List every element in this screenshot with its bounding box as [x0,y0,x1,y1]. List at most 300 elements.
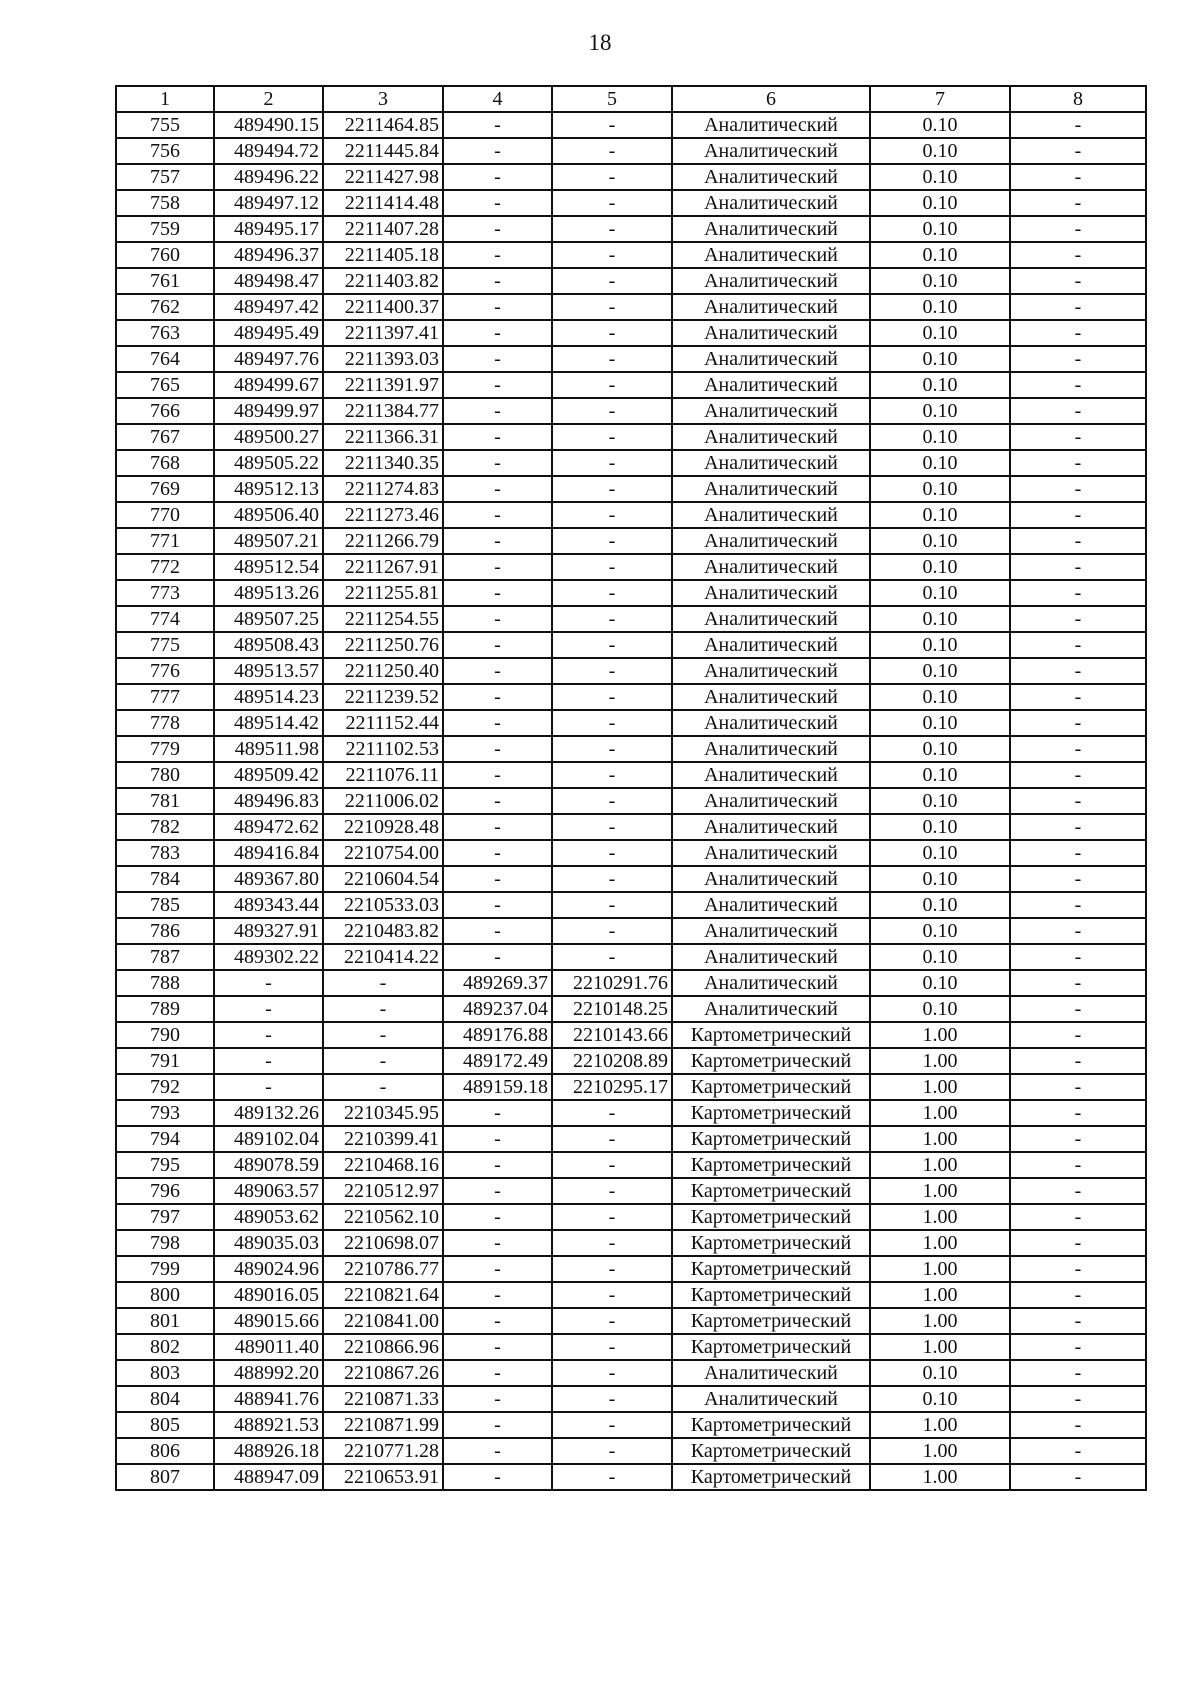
cell-y-coordinate-new: - [552,112,672,138]
cell-point-number: 789 [116,996,214,1022]
cell-x-coordinate: 489416.84 [214,840,323,866]
table-row [116,450,1146,476]
cell-y-coordinate-new: - [552,1282,672,1308]
cell-point-number: 757 [116,164,214,190]
cell-method: Аналитический [672,762,870,788]
cell-y-coordinate: 2210867.26 [323,1360,443,1386]
cell-accuracy: 0.10 [870,424,1010,450]
cell-x-coordinate: 489497.12 [214,190,323,216]
cell-accuracy: 0.10 [870,866,1010,892]
cell-y-coordinate: 2211393.03 [323,346,443,372]
cell-y-coordinate-new: - [552,684,672,710]
cell-method: Аналитический [672,632,870,658]
cell-accuracy: 0.10 [870,1360,1010,1386]
table-row [116,1178,1146,1204]
cell-y-coordinate-new: - [552,580,672,606]
cell-x-coordinate: 489500.27 [214,424,323,450]
column-header: 4 [443,86,552,112]
cell-y-coordinate-new: - [552,658,672,684]
cell-point-number: 805 [116,1412,214,1438]
cell-x-coordinate-new: - [443,1282,552,1308]
cell-x-coordinate-new: - [443,1438,552,1464]
table-row [116,918,1146,944]
cell-point-number: 785 [116,892,214,918]
cell-method: Аналитический [672,866,870,892]
cell-note: - [1010,814,1146,840]
cell-x-coordinate: 489494.72 [214,138,323,164]
cell-y-coordinate: 2211366.31 [323,424,443,450]
cell-y-coordinate-new: - [552,242,672,268]
cell-x-coordinate: 489507.21 [214,528,323,554]
cell-x-coordinate: 489514.23 [214,684,323,710]
cell-accuracy: 0.10 [870,788,1010,814]
cell-point-number: 774 [116,606,214,632]
cell-note: - [1010,450,1146,476]
cell-y-coordinate: 2210786.77 [323,1256,443,1282]
cell-x-coordinate-new: - [443,424,552,450]
cell-x-coordinate: 488947.09 [214,1464,323,1490]
cell-y-coordinate: 2211407.28 [323,216,443,242]
cell-accuracy: 0.10 [870,112,1010,138]
cell-method: Аналитический [672,1360,870,1386]
table-row [116,1074,1146,1100]
cell-accuracy: 1.00 [870,1464,1010,1490]
cell-y-coordinate: 2211076.11 [323,762,443,788]
cell-x-coordinate-new: - [443,190,552,216]
cell-method: Аналитический [672,112,870,138]
cell-note: - [1010,320,1146,346]
cell-note: - [1010,1282,1146,1308]
cell-point-number: 786 [116,918,214,944]
cell-note: - [1010,788,1146,814]
cell-x-coordinate: 489035.03 [214,1230,323,1256]
cell-method: Картометрический [672,1308,870,1334]
cell-y-coordinate: 2211267.91 [323,554,443,580]
cell-x-coordinate-new: - [443,1334,552,1360]
cell-y-coordinate: - [323,996,443,1022]
cell-x-coordinate: 489512.13 [214,476,323,502]
cell-note: - [1010,1126,1146,1152]
cell-accuracy: 1.00 [870,1308,1010,1334]
cell-method: Аналитический [672,528,870,554]
cell-note: - [1010,996,1146,1022]
cell-y-coordinate-new: - [552,1204,672,1230]
table-row [116,1438,1146,1464]
table-row [116,112,1146,138]
cell-method: Картометрический [672,1074,870,1100]
cell-x-coordinate: 489496.37 [214,242,323,268]
cell-method: Аналитический [672,970,870,996]
cell-method: Картометрический [672,1204,870,1230]
table-row [116,892,1146,918]
cell-y-coordinate-new: - [552,1126,672,1152]
cell-point-number: 782 [116,814,214,840]
table-row [116,1282,1146,1308]
cell-x-coordinate: 489507.25 [214,606,323,632]
column-header: 3 [323,86,443,112]
cell-point-number: 800 [116,1282,214,1308]
cell-note: - [1010,1360,1146,1386]
cell-x-coordinate-new: 489237.04 [443,996,552,1022]
cell-y-coordinate-new: 2210291.76 [552,970,672,996]
cell-y-coordinate-new: - [552,1360,672,1386]
cell-y-coordinate: 2210754.00 [323,840,443,866]
cell-note: - [1010,1100,1146,1126]
cell-accuracy: 0.10 [870,190,1010,216]
cell-method: Аналитический [672,268,870,294]
table-row [116,398,1146,424]
cell-x-coordinate: 489498.47 [214,268,323,294]
cell-accuracy: 0.10 [870,684,1010,710]
cell-y-coordinate: - [323,970,443,996]
cell-accuracy: 0.10 [870,138,1010,164]
cell-accuracy: 1.00 [870,1256,1010,1282]
cell-y-coordinate-new: - [552,814,672,840]
cell-accuracy: 0.10 [870,1386,1010,1412]
cell-x-coordinate: 489102.04 [214,1126,323,1152]
table-row [116,814,1146,840]
cell-method: Картометрический [672,1256,870,1282]
cell-y-coordinate: 2211006.02 [323,788,443,814]
cell-point-number: 801 [116,1308,214,1334]
cell-note: - [1010,1074,1146,1100]
table-row [116,502,1146,528]
table-row [116,190,1146,216]
cell-y-coordinate-new: - [552,190,672,216]
cell-accuracy: 1.00 [870,1074,1010,1100]
cell-y-coordinate: 2210928.48 [323,814,443,840]
cell-y-coordinate: 2210821.64 [323,1282,443,1308]
cell-x-coordinate-new: - [443,944,552,970]
cell-point-number: 763 [116,320,214,346]
cell-y-coordinate-new: 2210295.17 [552,1074,672,1100]
cell-x-coordinate-new: - [443,476,552,502]
cell-accuracy: 1.00 [870,1230,1010,1256]
cell-method: Аналитический [672,216,870,242]
cell-x-coordinate: 489506.40 [214,502,323,528]
cell-x-coordinate: - [214,996,323,1022]
cell-accuracy: 0.10 [870,268,1010,294]
cell-y-coordinate: 2211266.79 [323,528,443,554]
cell-accuracy: 1.00 [870,1178,1010,1204]
cell-note: - [1010,476,1146,502]
cell-note: - [1010,112,1146,138]
cell-x-coordinate: 489078.59 [214,1152,323,1178]
cell-note: - [1010,1412,1146,1438]
cell-x-coordinate-new: - [443,112,552,138]
cell-x-coordinate-new: - [443,658,552,684]
cell-y-coordinate-new: - [552,1438,672,1464]
cell-x-coordinate-new: - [443,164,552,190]
cell-point-number: 776 [116,658,214,684]
cell-accuracy: 0.10 [870,814,1010,840]
cell-method: Картометрический [672,1022,870,1048]
cell-x-coordinate-new: - [443,1126,552,1152]
table-row [116,346,1146,372]
cell-accuracy: 0.10 [870,528,1010,554]
cell-x-coordinate: 489513.57 [214,658,323,684]
cell-y-coordinate-new: - [552,554,672,580]
table-row [116,294,1146,320]
cell-accuracy: 0.10 [870,320,1010,346]
cell-method: Аналитический [672,424,870,450]
cell-x-coordinate: 488992.20 [214,1360,323,1386]
cell-note: - [1010,346,1146,372]
cell-x-coordinate-new: 489159.18 [443,1074,552,1100]
cell-point-number: 783 [116,840,214,866]
cell-method: Аналитический [672,788,870,814]
cell-y-coordinate: 2211340.35 [323,450,443,476]
cell-method: Картометрический [672,1178,870,1204]
cell-x-coordinate: 489496.22 [214,164,323,190]
cell-x-coordinate-new: 489176.88 [443,1022,552,1048]
cell-y-coordinate: 2211464.85 [323,112,443,138]
cell-accuracy: 0.10 [870,476,1010,502]
cell-x-coordinate-new: - [443,840,552,866]
cell-x-coordinate-new: - [443,450,552,476]
cell-point-number: 781 [116,788,214,814]
cell-x-coordinate: 489514.42 [214,710,323,736]
cell-accuracy: 1.00 [870,1412,1010,1438]
cell-note: - [1010,892,1146,918]
cell-accuracy: 1.00 [870,1100,1010,1126]
cell-x-coordinate: - [214,970,323,996]
cell-x-coordinate: 489024.96 [214,1256,323,1282]
cell-x-coordinate-new: - [443,372,552,398]
cell-note: - [1010,138,1146,164]
table-row [116,268,1146,294]
cell-y-coordinate-new: - [552,892,672,918]
table-row [116,632,1146,658]
cell-x-coordinate: 489327.91 [214,918,323,944]
cell-note: - [1010,736,1146,762]
cell-y-coordinate-new: - [552,840,672,866]
cell-x-coordinate: 489497.76 [214,346,323,372]
cell-point-number: 760 [116,242,214,268]
cell-x-coordinate: 489508.43 [214,632,323,658]
cell-accuracy: 0.10 [870,658,1010,684]
table-row [116,1360,1146,1386]
cell-y-coordinate-new: - [552,398,672,424]
cell-note: - [1010,1308,1146,1334]
cell-y-coordinate: - [323,1048,443,1074]
cell-point-number: 766 [116,398,214,424]
cell-x-coordinate-new: 489269.37 [443,970,552,996]
cell-x-coordinate: 489509.42 [214,762,323,788]
cell-point-number: 756 [116,138,214,164]
cell-y-coordinate-new: - [552,1178,672,1204]
cell-y-coordinate-new: - [552,1412,672,1438]
coordinates-table [115,85,1147,1491]
cell-y-coordinate-new: 2210143.66 [552,1022,672,1048]
cell-y-coordinate: 2211445.84 [323,138,443,164]
cell-y-coordinate: 2211391.97 [323,372,443,398]
cell-note: - [1010,372,1146,398]
cell-x-coordinate: 488926.18 [214,1438,323,1464]
cell-note: - [1010,1256,1146,1282]
cell-x-coordinate-new: - [443,684,552,710]
cell-x-coordinate: 489016.05 [214,1282,323,1308]
cell-point-number: 806 [116,1438,214,1464]
cell-accuracy: 0.10 [870,554,1010,580]
table-row [116,658,1146,684]
cell-method: Аналитический [672,138,870,164]
table-row [116,944,1146,970]
cell-point-number: 768 [116,450,214,476]
cell-method: Аналитический [672,944,870,970]
cell-note: - [1010,1230,1146,1256]
table-row [116,1100,1146,1126]
cell-y-coordinate: 2210604.54 [323,866,443,892]
table-row [116,1204,1146,1230]
cell-x-coordinate: 489302.22 [214,944,323,970]
cell-point-number: 797 [116,1204,214,1230]
cell-method: Аналитический [672,684,870,710]
cell-note: - [1010,1386,1146,1412]
cell-point-number: 793 [116,1100,214,1126]
cell-method: Картометрический [672,1282,870,1308]
table-row [116,1022,1146,1048]
column-header: 1 [116,86,214,112]
table-row [116,710,1146,736]
cell-accuracy: 1.00 [870,1438,1010,1464]
cell-method: Картометрический [672,1464,870,1490]
cell-y-coordinate: 2211152.44 [323,710,443,736]
cell-accuracy: 0.10 [870,164,1010,190]
cell-y-coordinate: 2210871.33 [323,1386,443,1412]
cell-point-number: 759 [116,216,214,242]
cell-x-coordinate-new: - [443,710,552,736]
cell-method: Аналитический [672,814,870,840]
cell-method: Аналитический [672,554,870,580]
table-row [116,528,1146,554]
cell-point-number: 803 [116,1360,214,1386]
page-number: 18 [588,30,612,55]
cell-accuracy: 0.10 [870,294,1010,320]
table-row [116,1308,1146,1334]
cell-y-coordinate: 2210399.41 [323,1126,443,1152]
cell-point-number: 807 [116,1464,214,1490]
cell-accuracy: 1.00 [870,1282,1010,1308]
cell-y-coordinate: - [323,1074,443,1100]
cell-x-coordinate: 489490.15 [214,112,323,138]
cell-x-coordinate-new: - [443,1230,552,1256]
cell-y-coordinate-new: - [552,1386,672,1412]
cell-note: - [1010,554,1146,580]
cell-x-coordinate-new: - [443,1412,552,1438]
table-row [116,1126,1146,1152]
cell-y-coordinate-new: - [552,372,672,398]
table-row [116,554,1146,580]
cell-note: - [1010,632,1146,658]
cell-y-coordinate: 2211273.46 [323,502,443,528]
cell-y-coordinate: 2210871.99 [323,1412,443,1438]
cell-accuracy: 0.10 [870,710,1010,736]
cell-note: - [1010,1334,1146,1360]
cell-y-coordinate: 2211400.37 [323,294,443,320]
cell-x-coordinate-new: - [443,346,552,372]
cell-point-number: 788 [116,970,214,996]
cell-method: Аналитический [672,502,870,528]
cell-y-coordinate: 2210533.03 [323,892,443,918]
cell-point-number: 770 [116,502,214,528]
cell-y-coordinate-new: 2210208.89 [552,1048,672,1074]
cell-y-coordinate: 2210468.16 [323,1152,443,1178]
cell-y-coordinate-new: - [552,294,672,320]
cell-x-coordinate-new: - [443,1308,552,1334]
cell-method: Аналитический [672,580,870,606]
cell-y-coordinate: 2210771.28 [323,1438,443,1464]
cell-x-coordinate-new: - [443,580,552,606]
cell-x-coordinate-new: - [443,1386,552,1412]
cell-x-coordinate-new: - [443,788,552,814]
cell-y-coordinate: 2210562.10 [323,1204,443,1230]
cell-note: - [1010,190,1146,216]
cell-x-coordinate-new: - [443,242,552,268]
cell-note: - [1010,710,1146,736]
table-row [116,684,1146,710]
column-header: 5 [552,86,672,112]
cell-x-coordinate-new: - [443,1178,552,1204]
table-row [116,580,1146,606]
cell-point-number: 798 [116,1230,214,1256]
cell-accuracy: 0.10 [870,944,1010,970]
table-row [116,1230,1146,1256]
cell-y-coordinate-new: - [552,918,672,944]
cell-y-coordinate: - [323,1022,443,1048]
cell-accuracy: 0.10 [870,736,1010,762]
cell-y-coordinate-new: - [552,346,672,372]
cell-accuracy: 1.00 [870,1204,1010,1230]
cell-note: - [1010,242,1146,268]
cell-x-coordinate: 489015.66 [214,1308,323,1334]
cell-method: Аналитический [672,372,870,398]
cell-point-number: 755 [116,112,214,138]
cell-accuracy: 0.10 [870,346,1010,372]
cell-note: - [1010,1178,1146,1204]
cell-y-coordinate-new: 2210148.25 [552,996,672,1022]
cell-y-coordinate-new: - [552,1334,672,1360]
cell-x-coordinate-new: - [443,918,552,944]
cell-note: - [1010,970,1146,996]
cell-y-coordinate: 2210653.91 [323,1464,443,1490]
cell-y-coordinate-new: - [552,1152,672,1178]
cell-y-coordinate: 2210512.97 [323,1178,443,1204]
cell-point-number: 794 [116,1126,214,1152]
cell-method: Аналитический [672,398,870,424]
cell-x-coordinate-new: - [443,268,552,294]
cell-accuracy: 0.10 [870,918,1010,944]
cell-x-coordinate-new: - [443,528,552,554]
table-row [116,164,1146,190]
cell-y-coordinate: 2211255.81 [323,580,443,606]
cell-method: Аналитический [672,840,870,866]
cell-x-coordinate: 489513.26 [214,580,323,606]
cell-y-coordinate-new: - [552,1230,672,1256]
cell-y-coordinate: 2210345.95 [323,1100,443,1126]
cell-point-number: 779 [116,736,214,762]
cell-y-coordinate-new: - [552,528,672,554]
cell-x-coordinate-new: - [443,892,552,918]
cell-point-number: 778 [116,710,214,736]
cell-method: Картометрический [672,1230,870,1256]
table-header-row [116,86,1146,112]
cell-accuracy: 0.10 [870,216,1010,242]
table-body [116,86,1146,1490]
cell-y-coordinate: 2211397.41 [323,320,443,346]
cell-point-number: 787 [116,944,214,970]
cell-accuracy: 0.10 [870,996,1010,1022]
